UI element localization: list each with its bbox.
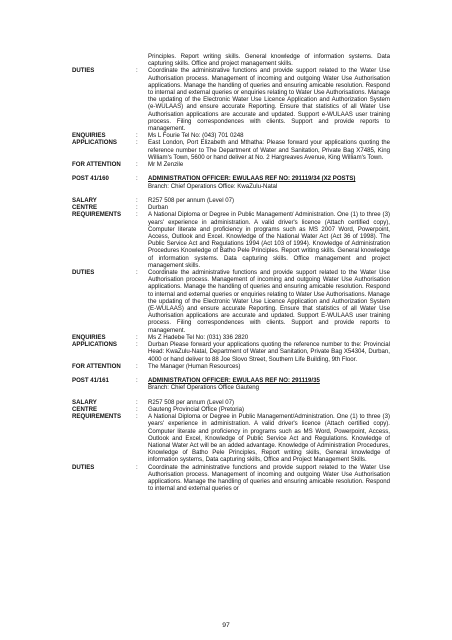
applications-text: East London, Port Elizabeth and Mthatha: Please forward your applications quoting the reference number to The Department of Water and Sanitation, Private Bag X7485, King William's Town, 5600 or hand deliver at No. 2 Hargreaves Avenue, King William's Town. [148, 139, 390, 161]
post-number: POST 41/161 [72, 377, 109, 385]
duties-label: DUTIES [72, 269, 95, 277]
post-161-header [72, 377, 390, 391]
enquiries-text: Ms L Fourie Tel No: (043) 701 0248 [148, 132, 244, 140]
colon: : [136, 341, 138, 349]
spacer [72, 392, 390, 399]
post-number: POST 41/160 [72, 175, 109, 183]
requirements-text: A National Diploma or Degree in Public Management/Administration. One (1) to three (3) years' experience in administration. A valid driver's licence (Attach certified copy). Computer literate and proficiency in programs such as MS Word, Powerpoint, Access, Outlook and Excel, Knowledge of Public Service Act and Regulations. Knowledge of National Water Act will be an added advantage. Knowledge of Administration Procedures, Knowledge of Batho Pele Principles, Report writing skills, General knowledge of information systems, Data capturing skills, Office and Project Management Skills. [148, 413, 390, 464]
colon: : [136, 398, 138, 406]
enquiries-text: Ms Z Hadebe Tel No: (031) 336 2820 [148, 333, 249, 341]
duties-row [72, 269, 390, 334]
enquiries-row [72, 132, 390, 139]
post-title-block [148, 175, 390, 189]
duties-label: DUTIES [72, 67, 95, 75]
applications-row [72, 341, 390, 363]
colon: : [136, 269, 138, 277]
spacer [72, 168, 390, 175]
attention-label: FOR ATTENTION [72, 362, 121, 370]
page-number: 97 [222, 622, 230, 629]
duties-text: Coordinate the administrative functions and provide support related to the Water Use Authorisation process. Management of incoming and outgoing Water Use Authorisation applications. Manage the handling of queries and ensuring amicable resolution. Respond to internal and external queries or enquiries relating to Water Use Authorisations. Manage the updating of the Electronic Water Use Licence Application and Authorization System (E-WULAAS) and ensure accurate Reporting. Ensure that statistics of all Water Use Authorisation applications are accurate and updated. Support E-WULAAS user training process. Filing correspondences with clients. Support and provide reports to management. [148, 269, 390, 334]
post-title: ADMINISTRATION OFFICER: EWULAAS REF NO: 291119/34 (X2 POSTS) [148, 175, 356, 183]
post-title: ADMINISTRATION OFFICER: EWULAAS REF NO: 291119/35 [148, 377, 320, 385]
duties-text: Coordinate the administrative functions and provide support related to the Water Use Authorisation process. Management of incoming and outgoing Water Use Authorisation applications. Manage the handling of queries and ensuring amicable resolution. Respond to internal and external queries or [148, 463, 390, 493]
salary-label: SALARY [72, 398, 97, 406]
colon: : [136, 377, 138, 385]
applications-label: APPLICATIONS [72, 139, 117, 147]
spacer [72, 190, 390, 197]
centre-label: CENTRE [72, 405, 98, 413]
requirements-label: REQUIREMENTS [72, 211, 122, 219]
continued-requirements-text: Principles. Report writing skills. General knowledge of information systems. Data capturing skills. Office and project management skills. [148, 53, 390, 68]
page-content [72, 53, 390, 492]
enquiries-label: ENQUIRIES [72, 333, 106, 341]
centre-label: CENTRE [72, 204, 98, 212]
attention-label: FOR ATTENTION [72, 161, 121, 169]
salary-row [72, 399, 390, 406]
attention-row [72, 363, 390, 370]
colon: : [136, 463, 138, 471]
salary-row [72, 197, 390, 204]
attention-text: Mr M Zenzile [148, 161, 184, 169]
attention-row [72, 161, 390, 168]
post-160-header [72, 175, 390, 189]
colon: : [136, 161, 138, 169]
duties-text: Coordinate the administrative functions and provide support related to the Water Use Authorisation process. Management of incoming and outgoing Water Use Authorisation applications. Manage the handling of queries and ensuring amicable resolution. Respond to internal and external queries or enquiries relating to Water Use Authorisations. Manage the updating of the Electronic Water Use Licence Application and Authorization System (e-WULAAS) and ensure accurate Reporting. Ensure that statistics of all Water Use Authorisation applications are accurate and updated. Support e-WULAAS user training process. Filing correspondences with clients. Support and provide reports to management. [148, 67, 390, 133]
post-branch: Branch: Chief Operations Office: KwaZulu-Natal [148, 182, 278, 190]
duties-label: DUTIES [72, 463, 95, 471]
colon: : [136, 132, 138, 140]
centre-text: Gauteng Provincial Office (Pretoria) [148, 405, 245, 413]
attention-text: The Manager (Human Resources) [148, 362, 241, 370]
duties-row [72, 67, 390, 132]
colon: : [136, 197, 138, 205]
salary-text: R257 508 per annum (Level 07) [148, 197, 235, 205]
centre-row [72, 204, 390, 211]
colon: : [136, 211, 138, 219]
post-branch: Branch: Chief Operations Office Gauteng [148, 384, 259, 392]
salary-label: SALARY [72, 197, 97, 205]
requirements-text: A National Diploma or Degree in Public Management/ Administration. One (1) to three (3) years' experience in administration. A valid driver's licence (Attach certified copy), Computer literate and proficiency in programs such as MS 2007 Word, Powerpoint, Access, Outlook and Excel. Knowledge of the National Water Act (Act 36 of 1998). The Public Service Act and Regulations 1994 (Act 103 of 1994). Knowledge of Administration Procedures Knowledge of Batho Pele Principles. Report writing skills. General knowledge of information systems. Data capturing skills. Office management and project management skills. [148, 211, 390, 269]
duties-row [72, 464, 390, 493]
colon: : [136, 67, 138, 75]
requirements-label: REQUIREMENTS [72, 413, 122, 421]
applications-text: Durban Please forward your applications quoting the reference number to the: Provincial Head: KwaZulu-Natal, Department of Water and Sanitation, Private Bag X54304, Durban, 4000 or hand deliver to 88 Joe Slovo Street, Southern Life Building, 9th Floor. [148, 341, 390, 363]
centre-row [72, 406, 390, 413]
colon: : [136, 413, 138, 421]
colon: : [136, 362, 138, 370]
colon: : [136, 405, 138, 413]
colon: : [136, 175, 138, 183]
requirements-row [72, 413, 390, 463]
colon: : [136, 204, 138, 212]
colon: : [136, 333, 138, 341]
applications-row [72, 139, 390, 161]
requirements-row [72, 211, 390, 269]
salary-text: R257 508 per annum (Level 07) [148, 398, 235, 406]
centre-text: Durban [148, 204, 168, 212]
enquiries-label: ENQUIRIES [72, 132, 106, 140]
enquiries-row [72, 334, 390, 341]
spacer [72, 370, 390, 377]
post-title-block [148, 377, 390, 391]
colon: : [136, 139, 138, 147]
applications-label: APPLICATIONS [72, 341, 117, 349]
